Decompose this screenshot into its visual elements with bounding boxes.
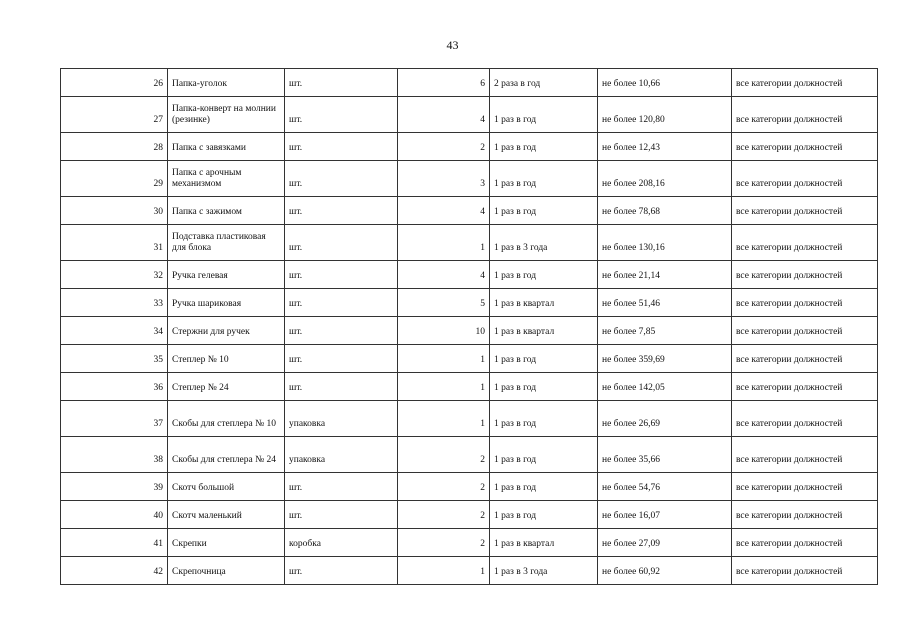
unit-cell: шт. xyxy=(285,557,398,585)
item-name-cell: Степлер № 10 xyxy=(168,345,285,373)
quantity-cell: 2 xyxy=(398,529,490,557)
frequency-cell: 1 раз в год xyxy=(490,197,598,225)
item-name-cell: Ручка шариковая xyxy=(168,289,285,317)
frequency-cell: 1 раз в 3 года xyxy=(490,225,598,261)
quantity-cell: 2 xyxy=(398,501,490,529)
category-cell: все категории должностей xyxy=(732,437,878,473)
row-number-cell: 41 xyxy=(61,529,168,557)
frequency-cell: 1 раз в квартал xyxy=(490,529,598,557)
category-cell: все категории должностей xyxy=(732,197,878,225)
supplies-table xyxy=(60,68,878,585)
quantity-cell: 5 xyxy=(398,289,490,317)
table-row xyxy=(61,473,878,501)
unit-cell: шт. xyxy=(285,69,398,97)
table-row xyxy=(61,345,878,373)
price-cell: не более 35,66 xyxy=(598,437,732,473)
row-number-cell: 39 xyxy=(61,473,168,501)
category-cell: все категории должностей xyxy=(732,225,878,261)
unit-cell: шт. xyxy=(285,133,398,161)
row-number-cell: 31 xyxy=(61,225,168,261)
frequency-cell: 2 раза в год xyxy=(490,69,598,97)
table-row xyxy=(61,317,878,345)
item-name-cell: Скотч маленький xyxy=(168,501,285,529)
item-name-cell: Скобы для степлера № 24 xyxy=(168,437,285,473)
table-row xyxy=(61,225,878,261)
unit-cell: упаковка xyxy=(285,401,398,437)
frequency-cell: 1 раз в год xyxy=(490,345,598,373)
item-name-cell: Скобы для степлера № 10 xyxy=(168,401,285,437)
table-row xyxy=(61,261,878,289)
category-cell: все категории должностей xyxy=(732,69,878,97)
row-number-cell: 30 xyxy=(61,197,168,225)
price-cell: не более 27,09 xyxy=(598,529,732,557)
unit-cell: шт. xyxy=(285,501,398,529)
row-number-cell: 35 xyxy=(61,345,168,373)
category-cell: все категории должностей xyxy=(732,373,878,401)
row-number-cell: 26 xyxy=(61,69,168,97)
frequency-cell: 1 раз в год xyxy=(490,97,598,133)
item-name-cell: Папка с арочным механизмом xyxy=(168,161,285,197)
table-row xyxy=(61,161,878,197)
quantity-cell: 1 xyxy=(398,345,490,373)
frequency-cell: 1 раз в год xyxy=(490,501,598,529)
item-name-cell: Скрепки xyxy=(168,529,285,557)
price-cell: не более 142,05 xyxy=(598,373,732,401)
table-row xyxy=(61,373,878,401)
price-cell: не более 359,69 xyxy=(598,345,732,373)
unit-cell: шт. xyxy=(285,97,398,133)
table-row xyxy=(61,69,878,97)
category-cell: все категории должностей xyxy=(732,289,878,317)
frequency-cell: 1 раз в год xyxy=(490,473,598,501)
quantity-cell: 1 xyxy=(398,401,490,437)
row-number-cell: 33 xyxy=(61,289,168,317)
price-cell: не более 54,76 xyxy=(598,473,732,501)
item-name-cell: Папка-конверт на молнии (резинке) xyxy=(168,97,285,133)
row-number-cell: 34 xyxy=(61,317,168,345)
unit-cell: коробка xyxy=(285,529,398,557)
unit-cell: шт. xyxy=(285,345,398,373)
frequency-cell: 1 раз в год xyxy=(490,133,598,161)
row-number-cell: 42 xyxy=(61,557,168,585)
category-cell: все категории должностей xyxy=(732,317,878,345)
price-cell: не более 51,46 xyxy=(598,289,732,317)
table-row xyxy=(61,97,878,133)
quantity-cell: 2 xyxy=(398,133,490,161)
price-cell: не более 12,43 xyxy=(598,133,732,161)
row-number-cell: 38 xyxy=(61,437,168,473)
category-cell: все категории должностей xyxy=(732,529,878,557)
price-cell: не более 7,85 xyxy=(598,317,732,345)
table-row xyxy=(61,133,878,161)
quantity-cell: 6 xyxy=(398,69,490,97)
unit-cell: шт. xyxy=(285,261,398,289)
page-number: 43 xyxy=(446,38,459,52)
table-row xyxy=(61,197,878,225)
table-row xyxy=(61,401,878,437)
item-name-cell: Скотч большой xyxy=(168,473,285,501)
category-cell: все категории должностей xyxy=(732,345,878,373)
item-name-cell: Стержни для ручек xyxy=(168,317,285,345)
category-cell: все категории должностей xyxy=(732,133,878,161)
item-name-cell: Папка с зажимом xyxy=(168,197,285,225)
quantity-cell: 1 xyxy=(398,373,490,401)
row-number-cell: 32 xyxy=(61,261,168,289)
table-row xyxy=(61,557,878,585)
row-number-cell: 27 xyxy=(61,97,168,133)
table-row xyxy=(61,501,878,529)
price-cell: не более 10,66 xyxy=(598,69,732,97)
row-number-cell: 36 xyxy=(61,373,168,401)
price-cell: не более 78,68 xyxy=(598,197,732,225)
frequency-cell: 1 раз в год xyxy=(490,401,598,437)
frequency-cell: 1 раз в год xyxy=(490,373,598,401)
category-cell: все категории должностей xyxy=(732,97,878,133)
category-cell: все категории должностей xyxy=(732,501,878,529)
item-name-cell: Подставка пластиковая для блока xyxy=(168,225,285,261)
category-cell: все категории должностей xyxy=(732,473,878,501)
item-name-cell: Степлер № 24 xyxy=(168,373,285,401)
price-cell: не более 120,80 xyxy=(598,97,732,133)
row-number-cell: 28 xyxy=(61,133,168,161)
table-row xyxy=(61,437,878,473)
unit-cell: шт. xyxy=(285,225,398,261)
price-cell: не более 130,16 xyxy=(598,225,732,261)
unit-cell: шт. xyxy=(285,197,398,225)
frequency-cell: 1 раз в квартал xyxy=(490,289,598,317)
table-row xyxy=(61,529,878,557)
category-cell: все категории должностей xyxy=(732,261,878,289)
row-number-cell: 37 xyxy=(61,401,168,437)
quantity-cell: 4 xyxy=(398,261,490,289)
unit-cell: шт. xyxy=(285,473,398,501)
frequency-cell: 1 раз в квартал xyxy=(490,317,598,345)
row-number-cell: 29 xyxy=(61,161,168,197)
quantity-cell: 2 xyxy=(398,437,490,473)
quantity-cell: 10 xyxy=(398,317,490,345)
unit-cell: упаковка xyxy=(285,437,398,473)
quantity-cell: 3 xyxy=(398,161,490,197)
category-cell: все категории должностей xyxy=(732,401,878,437)
unit-cell: шт. xyxy=(285,373,398,401)
item-name-cell: Папка с завязками xyxy=(168,133,285,161)
unit-cell: шт. xyxy=(285,289,398,317)
price-cell: не более 208,16 xyxy=(598,161,732,197)
item-name-cell: Ручка гелевая xyxy=(168,261,285,289)
quantity-cell: 1 xyxy=(398,557,490,585)
category-cell: все категории должностей xyxy=(732,161,878,197)
frequency-cell: 1 раз в год xyxy=(490,261,598,289)
price-cell: не более 21,14 xyxy=(598,261,732,289)
frequency-cell: 1 раз в год xyxy=(490,437,598,473)
quantity-cell: 4 xyxy=(398,97,490,133)
table-row xyxy=(61,289,878,317)
price-cell: не более 16,07 xyxy=(598,501,732,529)
frequency-cell: 1 раз в 3 года xyxy=(490,557,598,585)
table-body xyxy=(61,69,878,585)
unit-cell: шт. xyxy=(285,161,398,197)
quantity-cell: 1 xyxy=(398,225,490,261)
quantity-cell: 2 xyxy=(398,473,490,501)
unit-cell: шт. xyxy=(285,317,398,345)
row-number-cell: 40 xyxy=(61,501,168,529)
item-name-cell: Папка-уголок xyxy=(168,69,285,97)
category-cell: все категории должностей xyxy=(732,557,878,585)
quantity-cell: 4 xyxy=(398,197,490,225)
price-cell: не более 26,69 xyxy=(598,401,732,437)
frequency-cell: 1 раз в год xyxy=(490,161,598,197)
price-cell: не более 60,92 xyxy=(598,557,732,585)
item-name-cell: Скрепочница xyxy=(168,557,285,585)
